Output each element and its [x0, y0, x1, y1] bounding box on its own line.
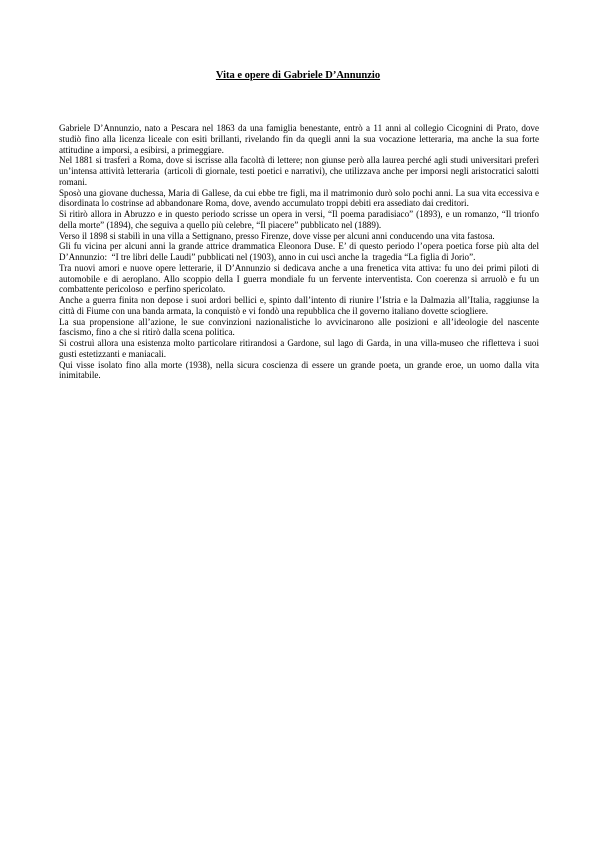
paragraph-10: Si costruì allora una esistenza molto particolare ritirandosi a Gardone, sul lago di Garda, in una villa-museo che rifletteva i suoi gusti estetizzanti e maniacali.	[59, 338, 542, 359]
paragraph-11: Qui visse isolato fino alla morte (1938), nella sicura coscienza di essere un grande poeta, un grande eroe, un uomo dalla vita inimitabile.	[59, 359, 542, 381]
paragraph-6: Gli fu vicina per alcuni anni la grande attrice drammatica Eleonora Duse. E’ di questo periodo l’opera poetica forse più alta del D’Annunzio: “I tre libri delle Laudi” pubblicati nel (1903), anno in cui uscì anche la tragedia “La figlia di Jorio”.	[59, 241, 542, 262]
paragraph-9: La sua propensione all’azione, le sue convinzioni nazionalistiche lo avvicinarono alle posizioni e all’ideologie del nascente fascismo, fino a che si ritirò dalla scena politica.	[59, 316, 542, 338]
paragraph-4: Si ritirò allora in Abruzzo e in questo periodo scrisse un opera in versi, “Il poema paradisiaco” (1893), e un romanzo, “Il trionfo della morte” (1894), che seguiva a quello più celebre, “Il piacere” pubblicato nel (1889).	[59, 209, 542, 230]
paragraph-2: Nel 1881 si trasferì a Roma, dove si iscrisse alla facoltà di lettere; non giunse però alla laurea perché agli studi universitari preferì un’intensa attività letteraria (articoli di giornale, testi poetici e narrativi), che utilizzava anche per imporsi negli aristocratici salotti romani.	[59, 155, 542, 187]
paragraph-3: Sposò una giovane duchessa, Maria di Gallese, da cui ebbe tre figli, ma il matrimonio durò solo pochi anni. La sua vita eccessiva e disordinata lo costrinse ad abbandonare Roma, dove, avendo accumulato troppi debiti era assediato dai creditori.	[59, 187, 542, 209]
paragraph-8: Anche a guerra finita non depose i suoi ardori bellici e, spinto dall’intento di riunire l’Istria e la Dalmazia all’Italia, raggiunse la città di Fiume con una banda armata, la conquistò e vi fondò una repubblica che il governo italiano dovette sciogliere.	[59, 295, 542, 316]
document-body	[59, 123, 542, 381]
paragraph-7: Tra nuovi amori e nuove opere letterarie, il D’Annunzio si dedicava anche a una frenetica vita attiva: fu uno dei primi piloti di automobile e di aeroplano. Allo scoppio della I guerra mondiale fu un fervente interventista. Con coerenza si arruolò e fu un combattente pericoloso e perfino spericolato.	[59, 262, 542, 295]
paragraph-5: Verso il 1898 si stabilì in una villa a Settignano, presso Firenze, dove visse per alcuni anni conducendo una vita fastosa.	[59, 230, 495, 241]
document-title-container	[0, 70, 596, 81]
paragraph-1: Gabriele D’Annunzio, nato a Pescara nel 1863 da una famiglia benestante, entrò a 11 anni al collegio Cicognini di Prato, dove studiò fino alla licenza liceale con esiti brillanti, rivelando fin da quegli anni la sua vocazione letteraria, ma anche la sua forte attitudine a imporsi, a esibirsi, a primeggiare.	[59, 123, 542, 155]
document-title: Vita e opere di Gabriele D’Annunzio	[215, 70, 381, 81]
